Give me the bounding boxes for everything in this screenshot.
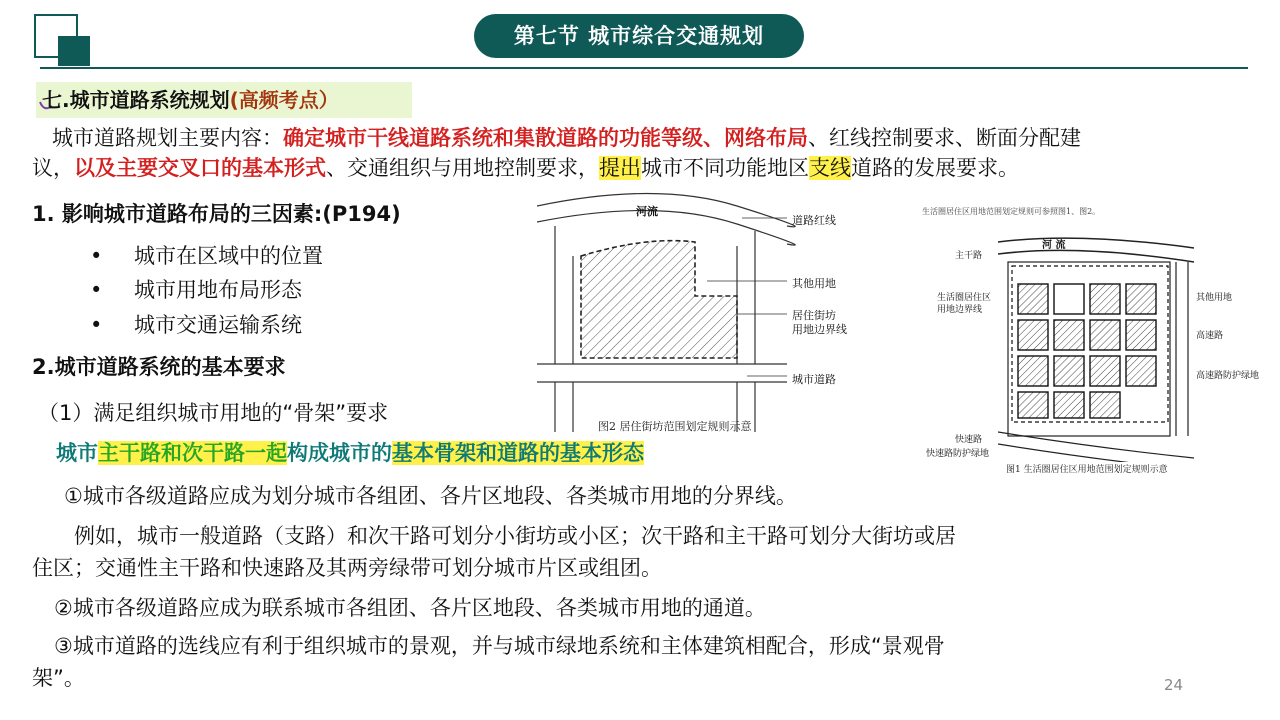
page-number: 24 [1164,676,1184,694]
intro-lead: 城市道路规划主要内容： [52,126,283,150]
fig1-note: 生活圈居住区用地范围划定规则可参照图1、图2。 [922,207,1101,216]
key-d: 基本骨架和道路的基本形态 [392,441,644,465]
key-b: 主干路和次干路一起 [98,441,287,465]
factor-item-2: 城市用地布局形态 [134,278,302,302]
fig1-river-label: 河 流 [1042,240,1066,251]
section1-title: 1. 影响城市道路布局的三因素:(P194) [32,202,401,226]
fig2-caption: 图2 居住街坊范围划定规则示意 [598,420,752,433]
heading-main: 城市道路系统规划 [69,88,230,112]
fig2-label-other-land: 其他用地 [792,277,836,290]
body-p2b: 住区；交通性主干路和快速路及其两旁绿带可划分城市片区或组团。 [32,556,662,580]
heading-prefix: 七. [42,88,70,112]
body-p3: ②城市各级道路应成为联系城市各组团、各片区地段、各类城市用地的通道。 [54,596,766,620]
bullet-3: • [90,313,103,337]
fig1-label-boundary: 用地边界线 [937,305,983,315]
intro-line-2 [32,152,1019,184]
page-heading [42,84,339,113]
fig2-label-road: 城市道路 [792,373,836,386]
fig1-label-expressway-green: 快速路防护绿地 [926,449,990,459]
section-title: 第七节 城市综合交通规划 [474,14,804,58]
intro-mid-1: 、红线控制要求、断面分配建 [808,126,1081,150]
fig1-caption: 图1 生活圈居住区用地范围划定规则示意 [1006,465,1168,475]
intro-key-1: 确定城市干线道路系统和集散道路的功能等级、网络布局 [283,126,808,150]
key-statement [56,437,644,469]
intro-line2-start: 议， [32,156,74,180]
factor-item-1: 城市在区域中的位置 [134,244,323,268]
fig1-label-highway-green: 高速路防护绿地 [1196,371,1260,381]
factor-item-3: 城市交通运输系统 [134,313,302,337]
fig1-label-other-land: 其他用地 [1196,293,1233,303]
figure1-diagram [998,222,1194,462]
header-divider [40,67,1248,69]
intro-highlight-1: 提出 [599,156,641,180]
fig2-label-block: 居住街坊 [792,309,836,322]
fig1-label-living-circle: 生活圈居住区 [937,293,992,303]
intro-end: 道路的发展要求。 [851,156,1019,180]
intro-key-2: 以及主要交叉口的基本形式 [74,156,326,180]
fig2-label-boundary: 用地边界线 [792,323,847,336]
intro-highlight-2: 支线 [809,156,851,180]
key-c: 构成城市的 [287,441,392,465]
logo-block [58,36,90,66]
key-a: 城市 [56,441,98,465]
body-p2a: 例如，城市一般道路（支路）和次干路可划分小街坊或小区；次干路和主干路可划分大街坊或居 [74,524,956,548]
bullet-2: • [90,278,103,302]
fig1-label-highway: 高速路 [1196,331,1224,341]
body-p4a: ③城市道路的选线应有利于组织城市的景观，并与城市绿地系统和主体建筑相配合，形成“景观骨 [54,634,945,658]
heading-tag: (高频考点） [229,88,339,112]
intro-line-1 [52,122,1081,154]
bullet-1: • [90,244,103,268]
intro-mid-2: 、交通组织与用地控制要求， [326,156,599,180]
requirement-1: （1）满足组织城市用地的“骨架”要求 [38,401,389,425]
fig1-label-arterial: 主干路 [955,251,983,261]
body-p4b: 架”。 [32,666,85,690]
fig2-river-label: 河流 [636,205,658,218]
intro-mid-3: 城市不同功能地区 [641,156,809,180]
body-p1: ①城市各级道路应成为划分城市各组团、各片区地段、各类城市用地的分界线。 [64,484,797,508]
fig1-label-expressway: 快速路 [955,435,983,445]
fig2-label-red-line: 道路红线 [792,214,836,227]
section2-title: 2.城市道路系统的基本要求 [32,355,286,379]
